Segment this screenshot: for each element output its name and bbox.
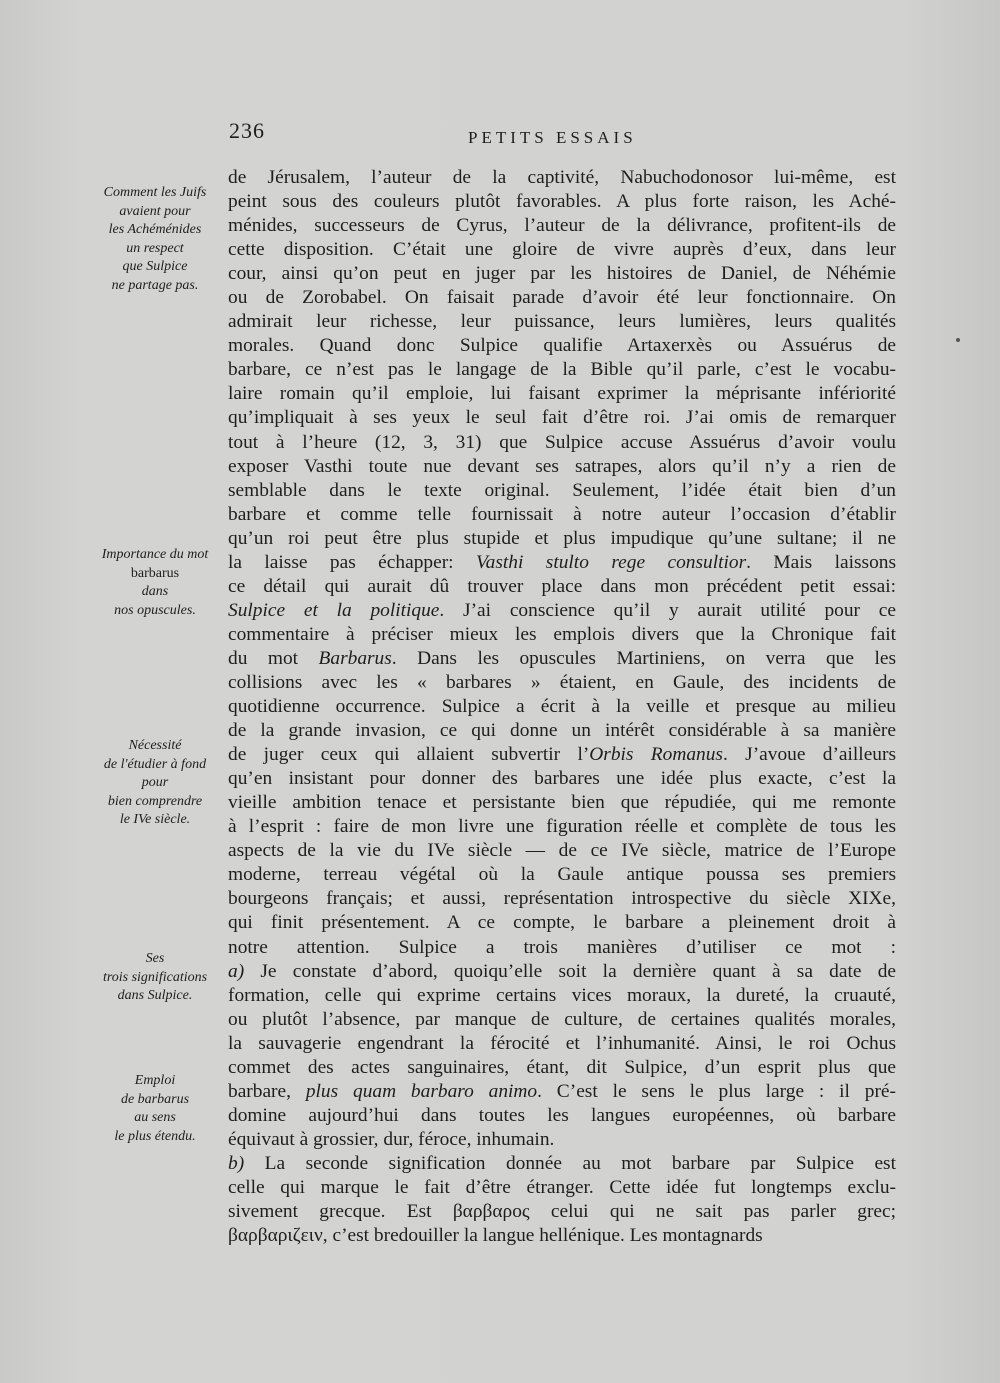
margin-note-line: que Sulpice — [122, 259, 188, 274]
text-line: collisions avec les « barbares » étaient, en Gaule, des incidents de — [228, 671, 896, 693]
text-line: peint sous des couleurs plutôt favorables. A plus forte raison, les Aché- — [228, 191, 896, 213]
margin-note-line: Emploi — [134, 1073, 176, 1088]
margin-note-line: le plus étendu. — [114, 1128, 196, 1144]
text-line: laire romain qu’il emploie, lui faisant exprimer la méprisante infériorité — [228, 383, 896, 405]
text-line: qu’impliquait à ses yeux le seul fait d’être roi. J’ai omis de remarquer — [228, 407, 896, 429]
margin-note-line: le IVe siècle. — [119, 812, 191, 827]
text-line: moderne, terreau végétal où la Gaule antique poussa ses premiers — [228, 864, 896, 886]
margin-note-significations — [92, 950, 218, 1006]
text-line: Sulpice et la politique. J’ai conscience qu’il y aurait utilité pour ce — [228, 599, 896, 621]
text-line: ou de Zorobabel. On faisait parade d’avoir été leur fonctionnaire. On — [228, 287, 896, 309]
text-line: de la grande invasion, ce qui donne un intérêt considérable à sa manière — [228, 720, 896, 742]
margin-note-line: les Achéménides — [108, 222, 202, 237]
text-line: de Jérusalem, l’auteur de la captivité, Nabuchodonosor lui-même, est — [228, 167, 896, 188]
text-line: a) Je constate d’abord, quoiqu’elle soit la dernière quant à sa date de — [228, 960, 896, 982]
text-line: de juger ceux qui allaient subvertir l’Orbis Romanus. J’avoue d’ailleurs — [228, 744, 897, 766]
text-line: la laisse pas échapper: Vasthi stulto rege consultior. Mais laissons — [228, 551, 897, 573]
ink-speck — [956, 338, 960, 342]
text-line: domine aujourd’hui dans toutes les langues européennes, où barbare — [228, 1104, 896, 1126]
margin-note-line: trois significations — [102, 969, 208, 985]
text-line: bourgeons français; et aussi, représentation introspective du siècle XIXe, — [228, 888, 896, 910]
text-line: équivaut à grossier, dur, féroce, inhumain. — [228, 1128, 555, 1150]
margin-note-line: nos opuscules. — [114, 602, 196, 618]
margin-note-line: de l'étudier à fond — [103, 756, 207, 772]
margin-note-necessite — [92, 737, 218, 830]
text-line: barbare, plus quam barbaro animo. C’est le sens le plus large : il pré- — [228, 1080, 896, 1102]
margin-note-line: Importance du mot — [101, 547, 209, 562]
margin-note-line: de barbarus — [120, 1091, 190, 1107]
margin-note-line: Ses — [145, 951, 165, 966]
margin-note-emploi — [92, 1072, 218, 1146]
text-line: à l’esprit : faire de mon livre une figuration réelle et complète de tous les — [228, 816, 896, 838]
margin-note-importance — [92, 546, 218, 620]
text-line: cette disposition. C’était une gloire de vivre auprès d’eux, dans leur — [228, 239, 896, 261]
text-line: barbare, ce n’est pas le langage de la Bible qu’il parle, c’est le vocabu- — [228, 359, 896, 381]
margin-note-line: barbarus — [130, 565, 180, 581]
text-line: celle qui marque le fait d’être étranger. Cette idée fut longtemps exclu- — [228, 1176, 896, 1198]
text-line: la sauvagerie engendrant la férocité et l’inhumanité. Ainsi, le roi Ochus — [228, 1032, 896, 1054]
margin-note-line: pour — [141, 775, 169, 790]
margin-note-line: un respect — [126, 240, 184, 256]
margin-note-line: dans — [141, 584, 169, 599]
margin-note-line: ne partage pas. — [111, 277, 199, 293]
margin-note-line: bien comprendre — [107, 793, 203, 809]
text-line: tout à l’heure (12, 3, 31) que Sulpice accuse Assuérus d’avoir voulu — [228, 431, 896, 453]
body-text — [228, 166, 896, 1248]
margin-note-line: Comment les Juifs — [103, 185, 207, 200]
text-line: βαρβαριζειν, c’est bredouiller la langue hellénique. Les montagnards — [228, 1225, 763, 1247]
text-line: commet des actes sanguinaires, étant, dit Sulpice, d’un esprit plus que — [228, 1056, 896, 1078]
text-line: formation, celle qui exprime certains vices moraux, la dureté, la cruauté, — [228, 984, 896, 1006]
margin-note-line: Nécessité — [128, 738, 182, 753]
text-line: qu’en insistant pour donner des barbares une idée plus exacte, c’est la — [228, 768, 896, 790]
text-line: admirait leur richesse, leur puissance, leurs lumières, leurs qualités — [228, 311, 896, 333]
text-line: ce détail qui aurait dû trouver place dans mon précédent petit essai: — [228, 575, 896, 597]
text-line: sivement grecque. Est βαρβαρος celui qui ne sait pas parler grec; — [228, 1201, 896, 1223]
text-line: morales. Quand donc Sulpice qualifie Artaxerxès ou Assuérus de — [228, 335, 896, 357]
text-line: semblable dans le texte original. Seulement, l’idée était bien d’un — [228, 479, 896, 501]
margin-note-juifs — [92, 184, 218, 295]
margin-note-line: avaient pour — [119, 203, 191, 219]
text-line: ou plutôt l’absence, par manque de culture, de certaines qualités morales, — [228, 1008, 896, 1030]
text-line: b) La seconde signification donnée au mot barbare par Sulpice est — [228, 1152, 896, 1174]
text-line: barbare et comme telle fournissait à notre auteur l’occasion d’établir — [228, 503, 896, 525]
text-line: cour, ainsi qu’on peut en juger par les histoires de Daniel, de Néhémie — [228, 263, 896, 285]
text-line: du mot Barbarus. Dans les opuscules Martiniens, on verra que les — [228, 647, 896, 669]
text-line: aspects de la vie du IVe siècle — de ce IVe siècle, matrice de l’Europe — [228, 840, 896, 862]
text-line: vieille ambition tenace et persistante bien que répudiée, qui me remonte — [228, 792, 896, 814]
text-line: qu’un roi peut être plus stupide et plus impudique qu’une sultane; il ne — [228, 527, 896, 549]
text-line: exposer Vasthi toute nue devant ses satrapes, alors qu’il n’y a rien de — [228, 455, 896, 477]
running-head: PETITS ESSAIS — [468, 128, 637, 147]
page-number: 236 — [229, 118, 265, 143]
text-line: notre attention. Sulpice a trois manières d’utiliser ce mot : — [228, 936, 896, 958]
text-line: ménides, successeurs de Cyrus, l’auteur de la délivrance, profitent-ils de — [228, 215, 896, 237]
margin-note-line: dans Sulpice. — [117, 988, 193, 1003]
margin-note-line: au sens — [134, 1110, 176, 1125]
text-line: quotidienne occurrence. Sulpice a écrit à la veille et presque au milieu — [228, 696, 896, 718]
text-line: commentaire à préciser mieux les emplois divers que la Chronique fait — [228, 623, 896, 645]
text-line: qui finit présentement. A ce compte, le barbare a pleinement droit à — [228, 912, 896, 934]
